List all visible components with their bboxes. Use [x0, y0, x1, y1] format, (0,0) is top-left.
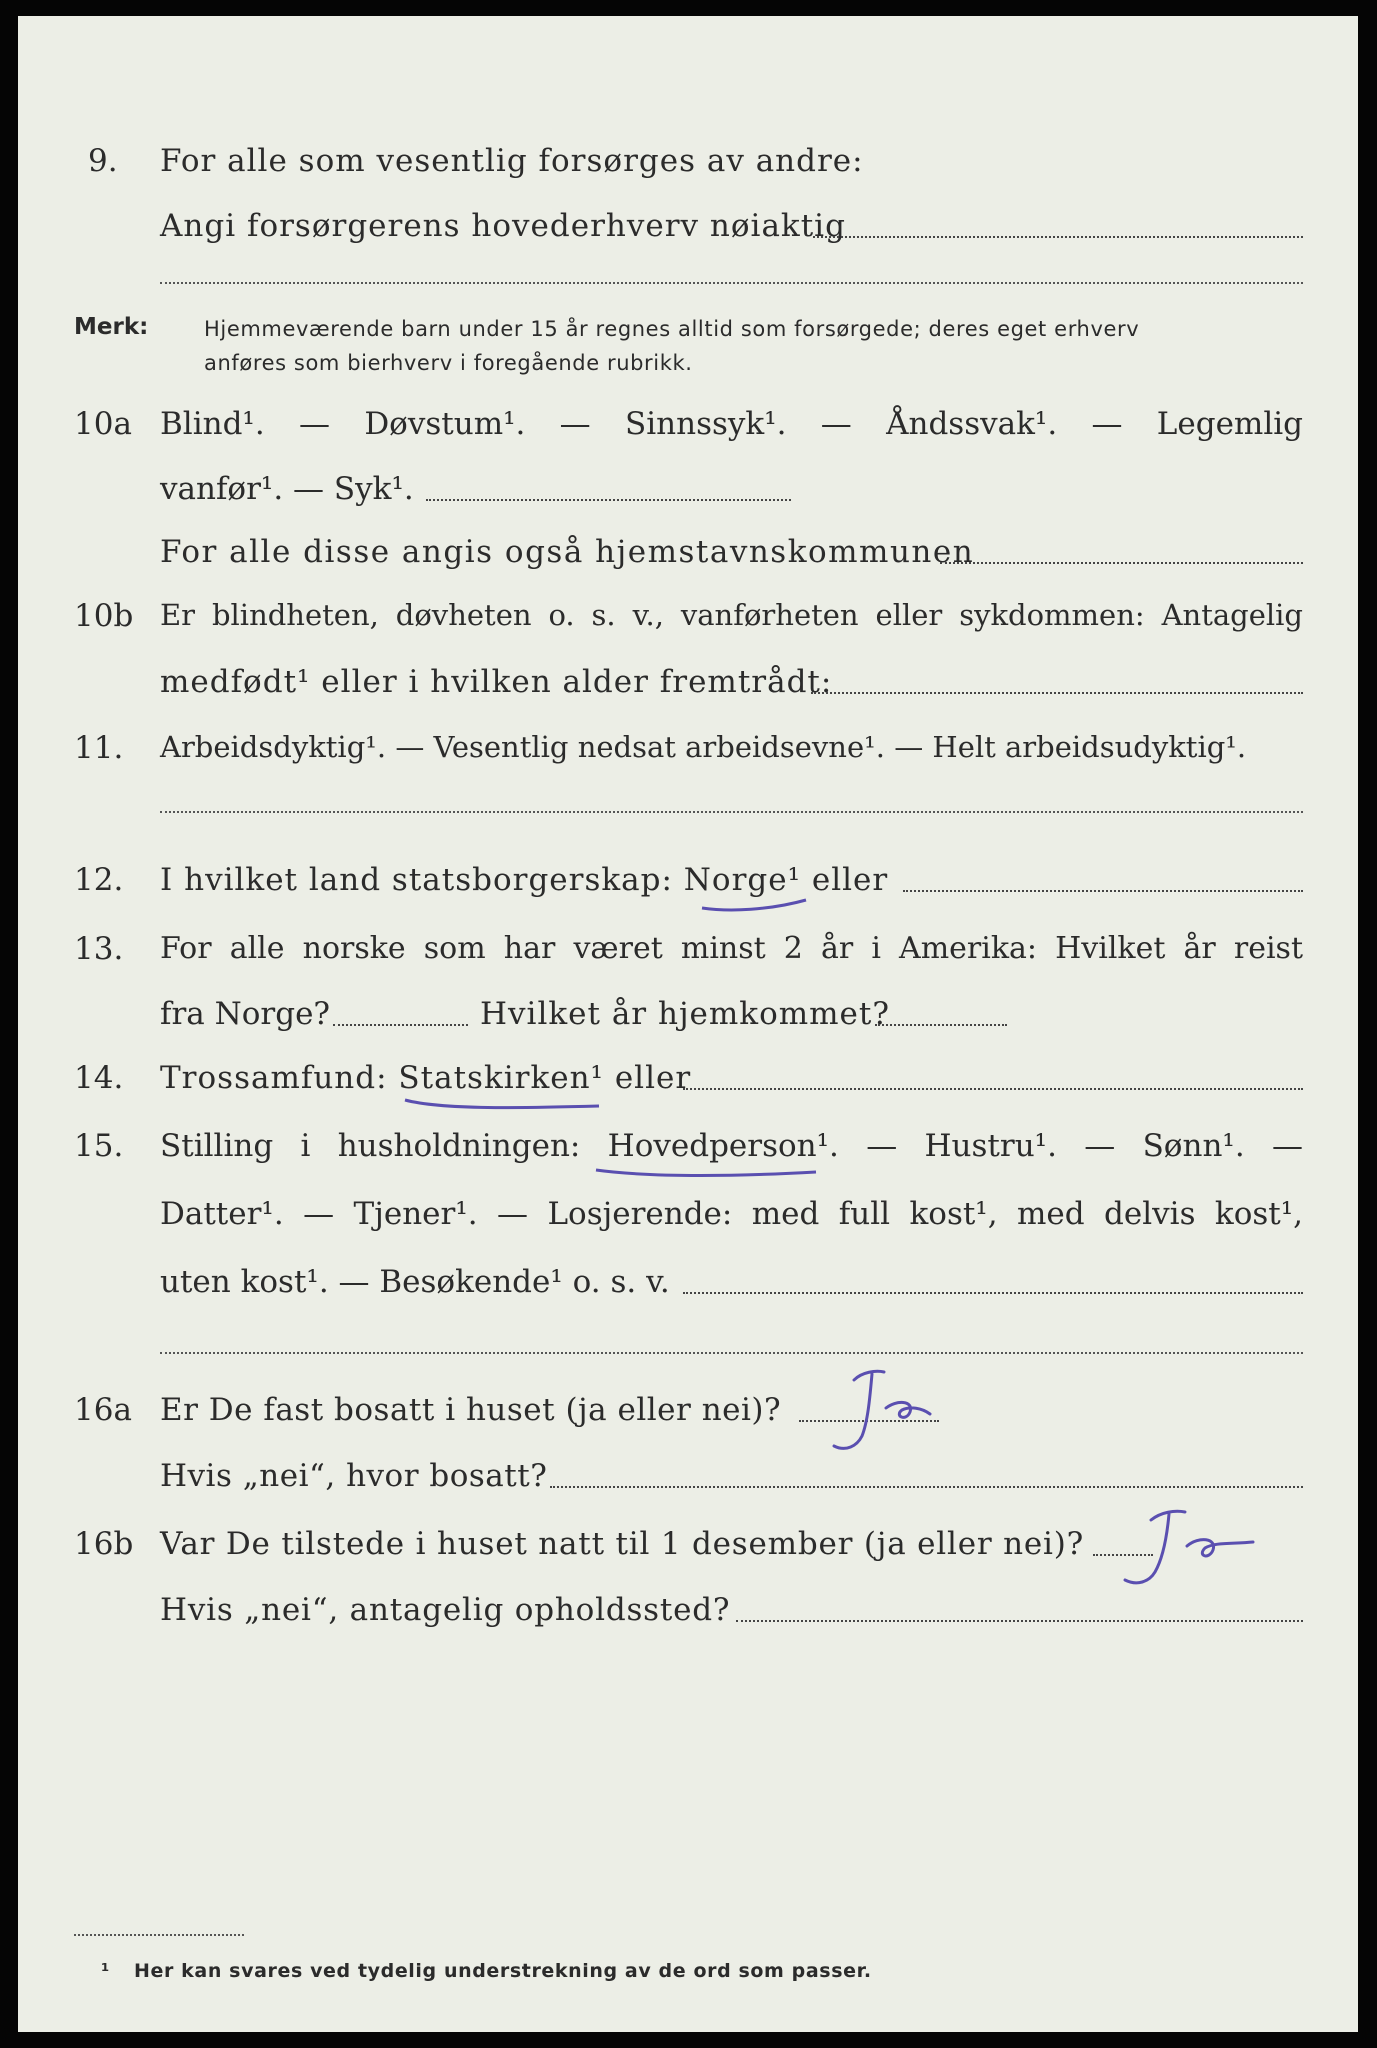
- q15-hovedperson-underline: [594, 1164, 819, 1184]
- q15-answer-line: [683, 1292, 1303, 1294]
- q16b-number: 16b: [74, 1526, 134, 1562]
- q10a-line3-answer: [940, 562, 1303, 564]
- merk-line1: Hjemmeværende barn under 15 år regnes alltid som forsørgede; deres eget erhverv: [204, 317, 1140, 341]
- q15-line3: uten kost¹. — Besøkende¹ o. s. v.: [160, 1264, 670, 1300]
- q10b-answer-line: [811, 692, 1303, 694]
- q9-answer-line: [813, 236, 1303, 238]
- q15-separator: [160, 1352, 1303, 1354]
- q10b-line1: Er blindheten, døvheten o. s. v., vanførheten eller sykdommen: Antagelig: [160, 598, 1303, 632]
- q14-answer-line: [683, 1088, 1303, 1090]
- q15-line1: Stilling i husholdningen: Hovedperson¹. — Hustru¹. — Sønn¹. —: [160, 1128, 1303, 1164]
- q14-statskirken-underline: [403, 1096, 603, 1116]
- q14-number: 14.: [74, 1060, 124, 1096]
- q16a-line2: Hvis „nei“, hvor bosatt?: [160, 1458, 548, 1494]
- merk-line2: anføres som bierhverv i foregående rubrikk.: [204, 351, 693, 375]
- q16b-line1: Var De tilstede i huset natt til 1 desember (ja eller nei)?: [160, 1526, 1085, 1562]
- q10a-number: 10a: [74, 406, 132, 442]
- footnote-rule: [74, 1934, 244, 1936]
- q16b-answer-handwriting: [1113, 1506, 1283, 1596]
- q16b-line2: Hvis „nei“, antagelig opholdssted?: [160, 1592, 731, 1628]
- q13-line2a: fra Norge?: [160, 996, 331, 1032]
- q10b-line2: medfødt¹ eller i hvilken alder fremtrådt:: [160, 664, 833, 700]
- q13-line2b: Hvilket år hjemkommet?: [480, 996, 890, 1032]
- q13-reist-line: [333, 1024, 468, 1026]
- q12-line1: I hvilket land statsborgerskap: Norge¹ eller: [160, 862, 889, 898]
- q13-hjemkommet-line: [875, 1024, 1007, 1026]
- q11-line1: Arbeidsdyktig¹. — Vesentlig nedsat arbeidsevne¹. — Helt arbeidsudyktig¹.: [160, 730, 1247, 764]
- q15-line2: Datter¹. — Tjener¹. — Losjerende: med full kost¹, med delvis kost¹,: [160, 1196, 1303, 1232]
- q15-number: 15.: [74, 1128, 124, 1164]
- q16a-line1: Er De fast bosatt i huset (ja eller nei)?: [160, 1392, 782, 1428]
- q10a-line2-answer: [426, 499, 791, 501]
- footnote-mark: ¹: [101, 1960, 110, 1982]
- footnote-text: Her kan svares ved tydelig understrekning av de ord som passer.: [134, 1960, 872, 1982]
- q16a-bosatt-line: [550, 1486, 1303, 1488]
- q14-line1: Trossamfund: Statskirken¹ eller: [160, 1060, 692, 1096]
- q12-number: 12.: [74, 862, 124, 898]
- q13-line1: For alle norske som har været minst 2 år i Amerika: Hvilket år reist: [160, 931, 1303, 966]
- q13-number: 13.: [74, 931, 124, 967]
- q16a-number: 16a: [74, 1392, 132, 1428]
- q11-separator: [160, 811, 1303, 813]
- q9-number: 9.: [88, 143, 118, 179]
- q9-line1: For alle som vesentlig forsørges av andre:: [160, 143, 864, 179]
- form-page: [18, 16, 1358, 2032]
- q10a-line1: Blind¹. — Døvstum¹. — Sinnssyk¹. — Åndssvak¹. — Legemlig: [160, 406, 1303, 442]
- q10a-line3: For alle disse angis også hjemstavnskommunen: [160, 534, 975, 570]
- q10a-line2: vanfør¹. — Syk¹.: [160, 471, 414, 507]
- q10b-number: 10b: [74, 598, 134, 634]
- q9-separator: [160, 282, 1303, 284]
- q9-line2: Angi forsørgerens hovederhverv nøiaktig: [160, 208, 846, 244]
- q16b-opholdssted-line: [736, 1620, 1303, 1622]
- q16a-answer-handwriting: [824, 1366, 964, 1456]
- q12-answer-line: [903, 890, 1303, 892]
- q12-norge-underline: [700, 896, 810, 916]
- q11-number: 11.: [74, 730, 124, 766]
- merk-label: Merk:: [74, 314, 149, 340]
